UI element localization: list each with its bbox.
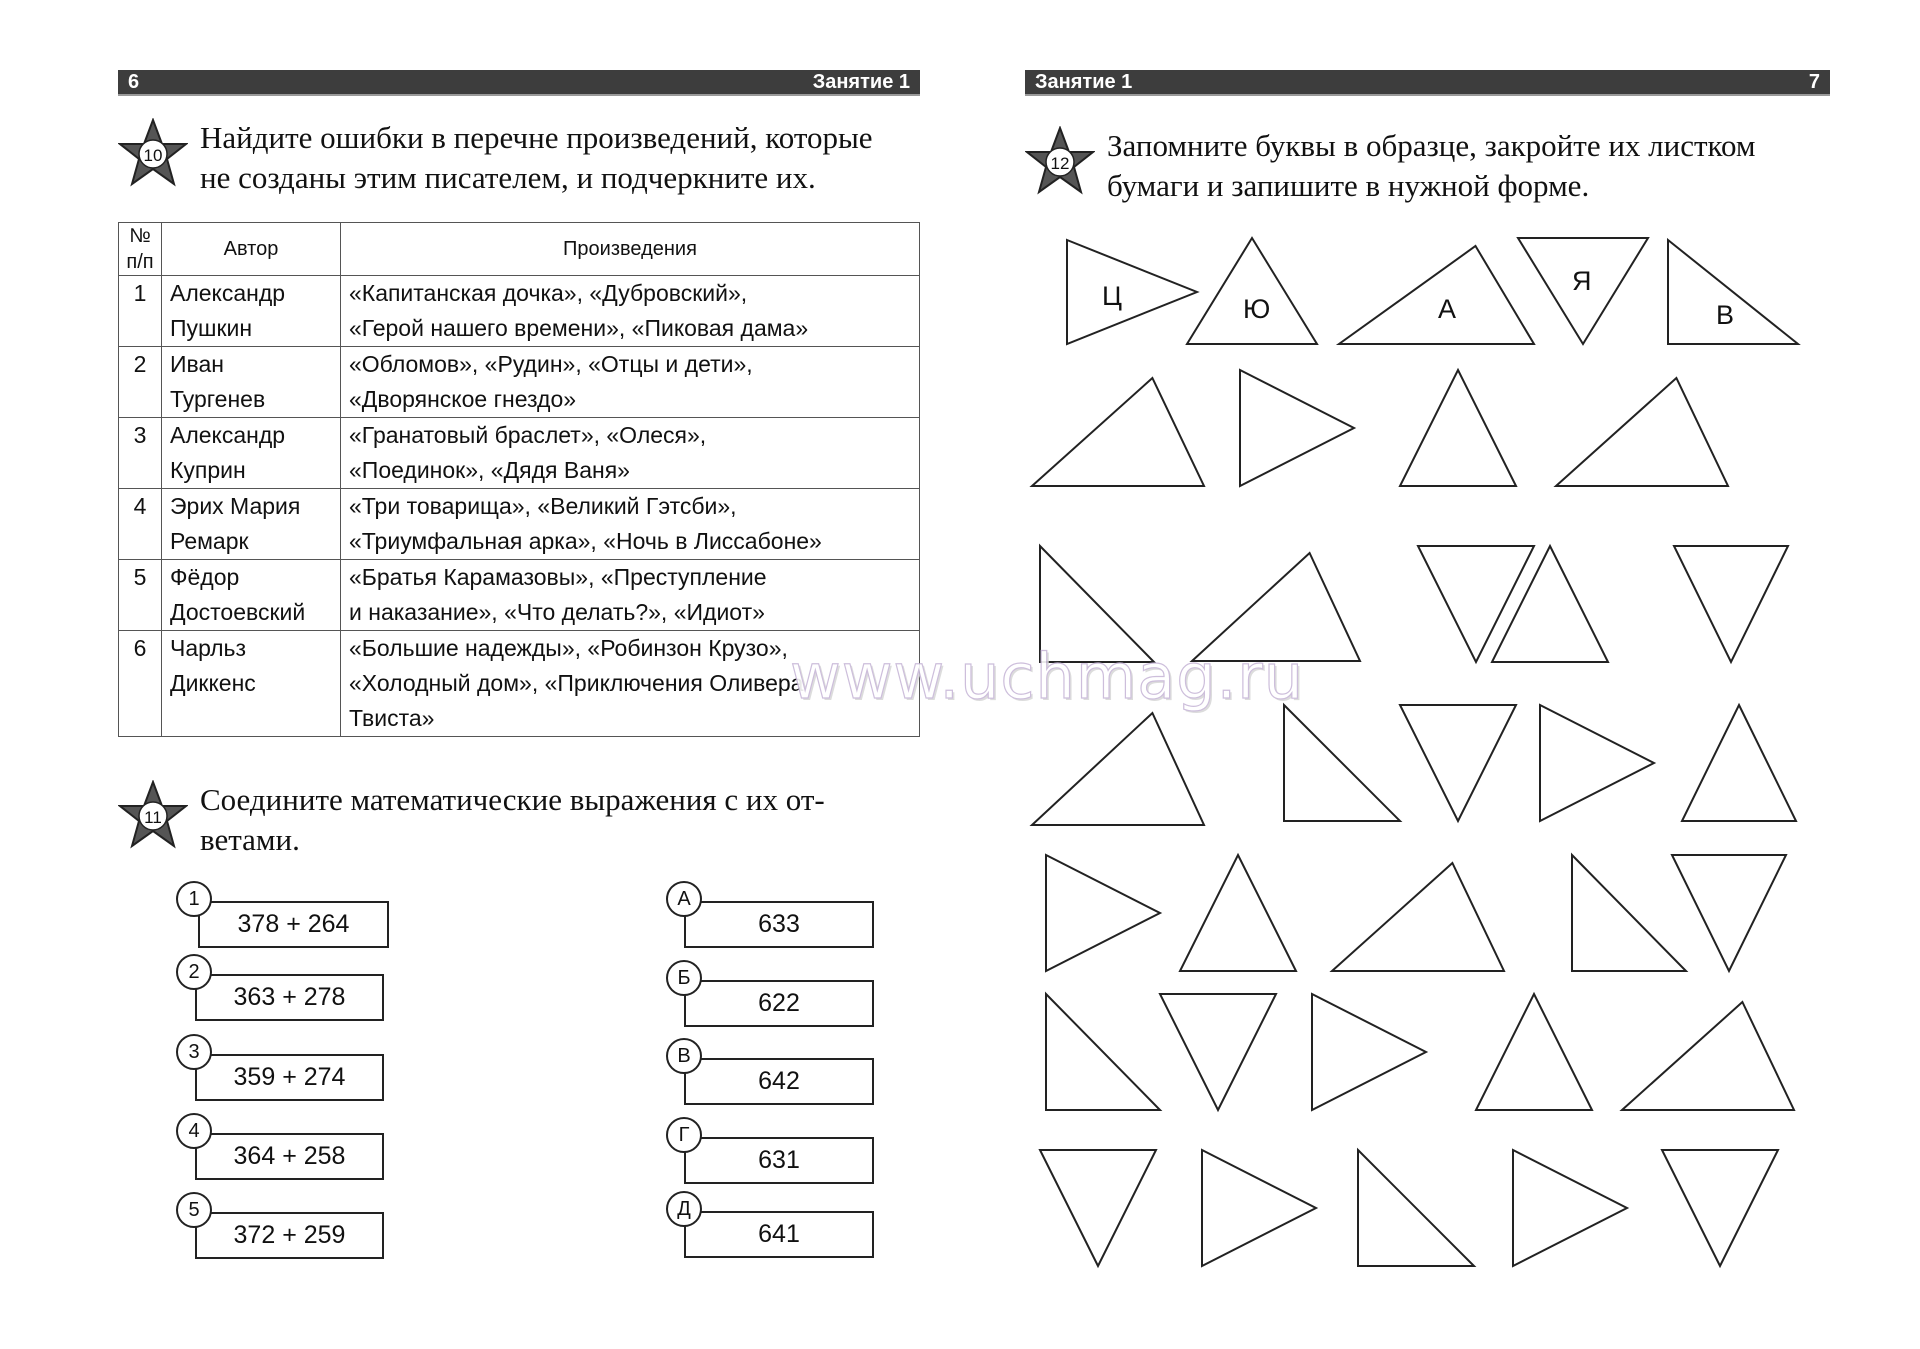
instruction-line: ветами. [200, 822, 300, 857]
sample-letter: Ю [1243, 294, 1271, 324]
table-row [119, 347, 920, 418]
author-cell: Эрих Мария Ремарк [162, 489, 341, 560]
author-cell: Александр Куприн [162, 418, 341, 489]
row-number: 4 [119, 489, 162, 560]
answer-box: 631 [684, 1137, 874, 1184]
grid-triangle [1662, 1150, 1778, 1266]
works-cell: «Обломов», «Рудин», «Отцы и дети», «Дворянское гнездо» [341, 347, 920, 418]
grid-triangle [1540, 705, 1654, 821]
works-cell: «Братья Карамазовы», «Преступление и наказание», «Что делать?», «Идиот» [341, 560, 920, 631]
instruction-line: не созданы этим писателем, и подчеркните их. [200, 160, 816, 195]
grid-triangle [1513, 1150, 1627, 1266]
sample-letter: Я [1572, 266, 1592, 296]
sample-triangle [1187, 238, 1317, 344]
answer-box: 633 [684, 901, 874, 948]
answer-box: 622 [684, 980, 874, 1027]
star-badge-icon [118, 780, 188, 850]
grid-triangle [1400, 705, 1516, 821]
grid-triangle [1622, 1002, 1794, 1110]
task-number: 12 [1050, 154, 1070, 173]
expression-box: 359 + 274 [195, 1054, 384, 1101]
sample-letter: Ц [1102, 281, 1122, 311]
grid-triangle [1682, 705, 1796, 821]
grid-triangle [1032, 713, 1204, 825]
grid-triangle [1400, 370, 1516, 486]
author-cell: Чарльз Диккенс [162, 631, 341, 737]
answer-label: А [666, 881, 702, 917]
grid-triangle [1572, 855, 1686, 971]
works-cell: «Капитанская дочка», «Дубровский», «Герой нашего времени», «Пиковая дама» [341, 276, 920, 347]
expression-box: 363 + 278 [195, 974, 384, 1021]
task-number: 10 [143, 146, 163, 165]
column-header-works: Произведения [341, 223, 920, 276]
author-cell: Александр Пушкин [162, 276, 341, 347]
page-number: 7 [1808, 70, 1820, 93]
answer-label: Г [666, 1117, 702, 1153]
grid-triangle [1358, 1150, 1474, 1266]
grid-triangle [1476, 994, 1592, 1110]
table-header-row [119, 223, 920, 276]
grid-triangle [1046, 855, 1160, 971]
table-row [119, 560, 920, 631]
expression-box: 378 + 264 [198, 901, 389, 948]
grid-triangle [1040, 546, 1154, 662]
task-number: 11 [144, 808, 162, 827]
expression-box: 372 + 259 [195, 1212, 384, 1259]
grid-triangle [1046, 994, 1160, 1110]
grid-triangle [1032, 378, 1204, 486]
works-cell: «Большие надежды», «Робинзон Крузо», «Холодный дом», «Приключения Оливера Твиста» [341, 631, 920, 737]
task-instruction [200, 118, 873, 198]
page-header-left [118, 70, 920, 96]
grid-triangle [1312, 994, 1426, 1110]
row-number: 3 [119, 418, 162, 489]
table-row [119, 489, 920, 560]
expression-label: 3 [176, 1034, 212, 1070]
task-11 [118, 780, 920, 860]
author-cell: Иван Тургенев [162, 347, 341, 418]
row-number: 5 [119, 560, 162, 631]
author-cell: Фёдор Достоевский [162, 560, 341, 631]
triangles-area [960, 0, 1920, 1349]
answer-box: 641 [684, 1211, 874, 1258]
watermark: www.uchmag.ru [790, 640, 1305, 713]
expression-label: 1 [176, 881, 212, 917]
grid-triangle [1672, 855, 1786, 971]
grid-triangle [1556, 378, 1728, 486]
answer-box: 642 [684, 1058, 874, 1105]
task-10 [118, 118, 873, 198]
answer-label: В [666, 1038, 702, 1074]
works-table [118, 222, 920, 737]
right-page [960, 0, 1920, 1349]
instruction-line: бумаги и запишите в нужной форме. [1107, 168, 1590, 203]
column-header-number: № п/п [119, 223, 162, 276]
task-instruction [200, 780, 920, 860]
sample-triangle [1339, 246, 1534, 344]
sample-triangle [1067, 240, 1197, 344]
expression-label: 5 [176, 1192, 212, 1228]
sample-letter: А [1438, 294, 1457, 324]
column-header-author: Автор [162, 223, 341, 276]
works-cell: «Гранатовый браслет», «Олеся», «Поединок», «Дядя Ваня» [341, 418, 920, 489]
expression-label: 4 [176, 1113, 212, 1149]
page-number: 6 [128, 70, 140, 93]
grid-triangle [1040, 1150, 1156, 1266]
grid-triangle [1674, 546, 1788, 662]
table-row [119, 631, 920, 737]
table-row [119, 276, 920, 347]
row-number: 6 [119, 631, 162, 737]
grid-triangle [1160, 994, 1276, 1110]
grid-triangle [1180, 855, 1296, 971]
lesson-title: Занятие 1 [1035, 70, 1133, 93]
row-number: 2 [119, 347, 162, 418]
lesson-title: Занятие 1 [812, 70, 910, 93]
row-number: 1 [119, 276, 162, 347]
works-cell: «Три товарища», «Великий Гэтсби», «Триумфальная арка», «Ночь в Лиссабоне» [341, 489, 920, 560]
expression-box: 364 + 258 [195, 1133, 384, 1180]
answer-label: Д [666, 1191, 702, 1227]
expression-label: 2 [176, 954, 212, 990]
grid-triangle [1332, 863, 1504, 971]
grid-triangle [1192, 553, 1360, 661]
grid-triangle [1284, 705, 1400, 821]
sample-letter: В [1716, 300, 1735, 330]
instruction-line: Запомните буквы в образце, закройте их листком [1107, 128, 1756, 163]
table-row [119, 418, 920, 489]
star-badge-icon [118, 118, 188, 188]
grid-triangle [1240, 370, 1354, 486]
instruction-line: Найдите ошибки в перечне произведений, которые [200, 120, 873, 155]
answer-label: Б [666, 960, 702, 996]
instruction-line: Соедините математические выражения с их от- [200, 782, 825, 817]
grid-triangle [1202, 1150, 1316, 1266]
